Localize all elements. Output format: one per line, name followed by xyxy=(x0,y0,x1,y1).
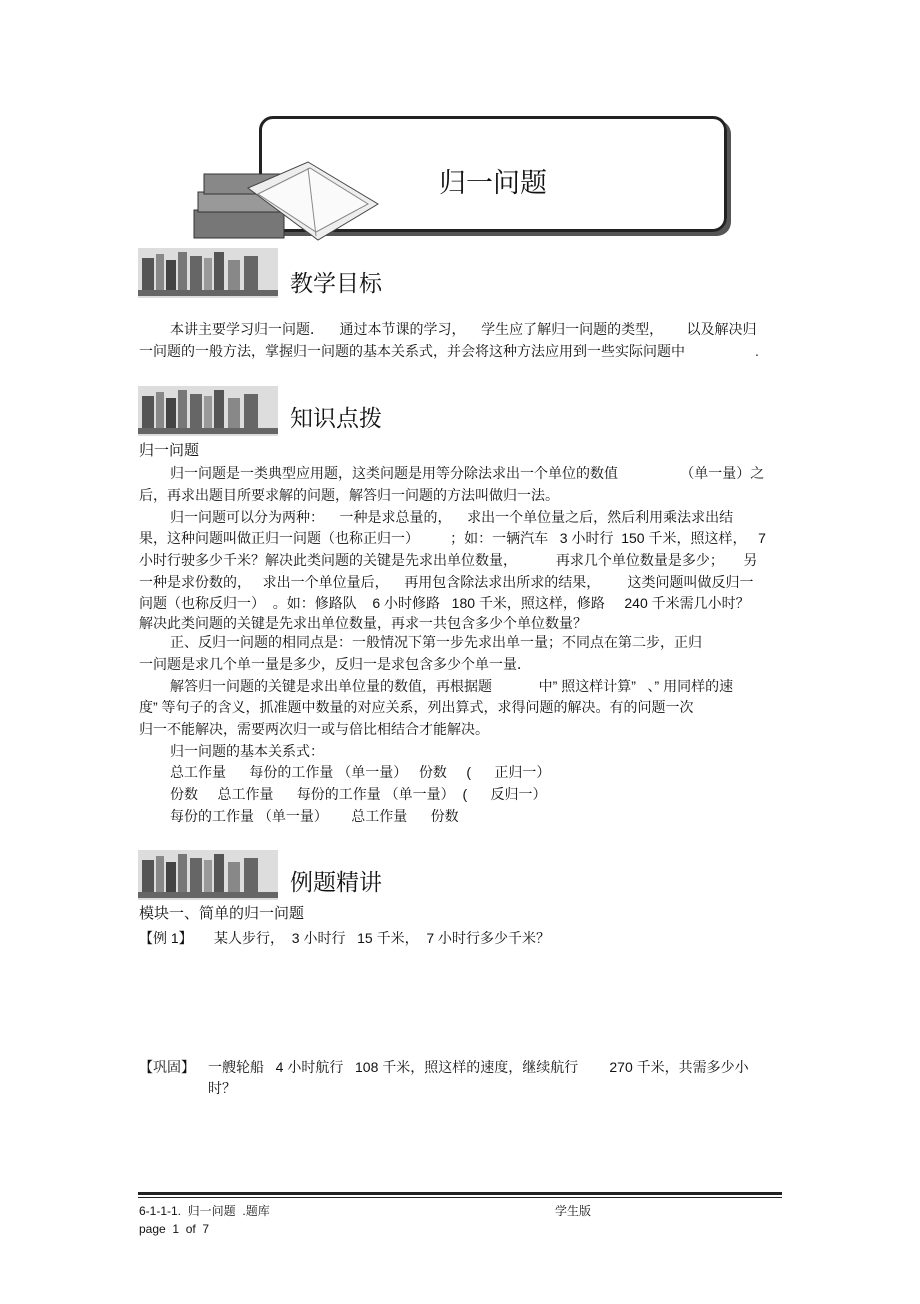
section-heading-examples: 例题精讲 xyxy=(290,869,382,895)
footer-rule xyxy=(138,1197,782,1198)
goal-line: 本讲主要学习归一问题． 通过本节课的学习， 学生应了解归一问题的类型， 以及解决归 xyxy=(170,321,757,337)
bookshelf-icon xyxy=(138,386,278,436)
bookshelf-icon xyxy=(138,248,278,298)
knowledge-line: 后，再求出题目所要求解的问题，解答归一问题的方法叫做归一法。 xyxy=(139,487,559,503)
knowledge-line: 一问题是求几个单一量是多少，反归一是求包含多少个单一量． xyxy=(139,656,531,672)
knowledge-line: 解答归一问题的关键是求出单位量的数值，再根据题 中” 照这样计算” 、” 用同样的速 xyxy=(170,678,734,694)
bookshelf-icon xyxy=(138,850,278,900)
footer-page: page 1 of 7 xyxy=(139,1222,210,1236)
section-heading-goals: 教学目标 xyxy=(290,270,382,296)
page-title: 归一问题 xyxy=(439,168,547,198)
consolidate-label: 【巩固】 xyxy=(139,1059,195,1075)
knowledge-line: 问题（也称反归一） 。如：修路队 6 小时修路 180 千米，照这样，修路 240 千米需几小时？ xyxy=(139,595,750,611)
knowledge-line: 果，这种问题叫做正归一问题（也称正归一） ；如：一辆汽车 3 小时行 150 千米，照这样， 7 xyxy=(139,530,766,546)
example-label: 【例 1】 xyxy=(139,930,193,946)
knowledge-line: 归一不能解决，需要两次归一或与倍比相结合才能解决。 xyxy=(139,721,489,737)
goal-line: 一问题的一般方法，掌握归一问题的基本关系式，并会将这种方法应用到一些实际问题中 . xyxy=(139,343,759,359)
formula-line: 份数 总工作量 每份的工作量 （单一量） ( 反归一） xyxy=(170,786,547,802)
footer-rule xyxy=(138,1192,782,1195)
knowledge-line: 归一问题的基本关系式： xyxy=(170,743,324,759)
example-text: 某人步行， 3 小时行 15 千米， 7 小时行多少千米？ xyxy=(214,930,551,946)
knowledge-line: 一种是求份数的， 求出一个单位量后， 再用包含除法求出所求的结果， 这类问题叫做反归一 xyxy=(139,574,754,590)
footer-edition: 学生版 xyxy=(555,1204,592,1218)
footer-doc: 6-1-1-1. 归一问题 .题库 xyxy=(139,1204,270,1218)
knowledge-line: 小时行驶多少千米？解决此类问题的关键是先求出单位数量， 再求几个单位数量是多少； 另 xyxy=(139,552,758,568)
knowledge-line: 正、反归一问题的相同点是：一般情况下第一步先求出单一量；不同点在第二步，正归 xyxy=(170,634,702,650)
knowledge-line: 度” 等句子的含义，抓准题中数量的对应关系，列出算式，求得问题的解决。有的问题一次 xyxy=(139,699,694,715)
knowledge-subtitle: 归一问题 xyxy=(139,442,200,459)
consolidate-text: 一艘轮船 4 小时航行 108 千米，照这样的速度，继续航行 270 千米，共需多少小 xyxy=(208,1059,749,1075)
formula-line: 每份的工作量 （单一量） 总工作量 份数 xyxy=(170,808,459,824)
consolidate-text: 时？ xyxy=(208,1080,236,1096)
formula-line: 总工作量 每份的工作量 （单一量） 份数 ( 正归一） xyxy=(170,764,551,780)
knowledge-line: 归一问题可以分为两种： 一种是求总量的， 求出一个单位量之后，然后利用乘法求出结 xyxy=(170,509,734,525)
knowledge-line: 归一问题是一类典型应用题，这类问题是用等分除法求出一个单位的数值 （单一量）之 xyxy=(170,465,765,481)
knowledge-line: 解决此类问题的关键是先求出单位数量，再求一共包含多少个单位数量？ xyxy=(139,615,587,631)
section-heading-knowledge: 知识点拨 xyxy=(290,405,382,431)
module-title: 模块一、简单的归一问题 xyxy=(139,905,305,922)
books-illustration-icon xyxy=(188,148,380,248)
